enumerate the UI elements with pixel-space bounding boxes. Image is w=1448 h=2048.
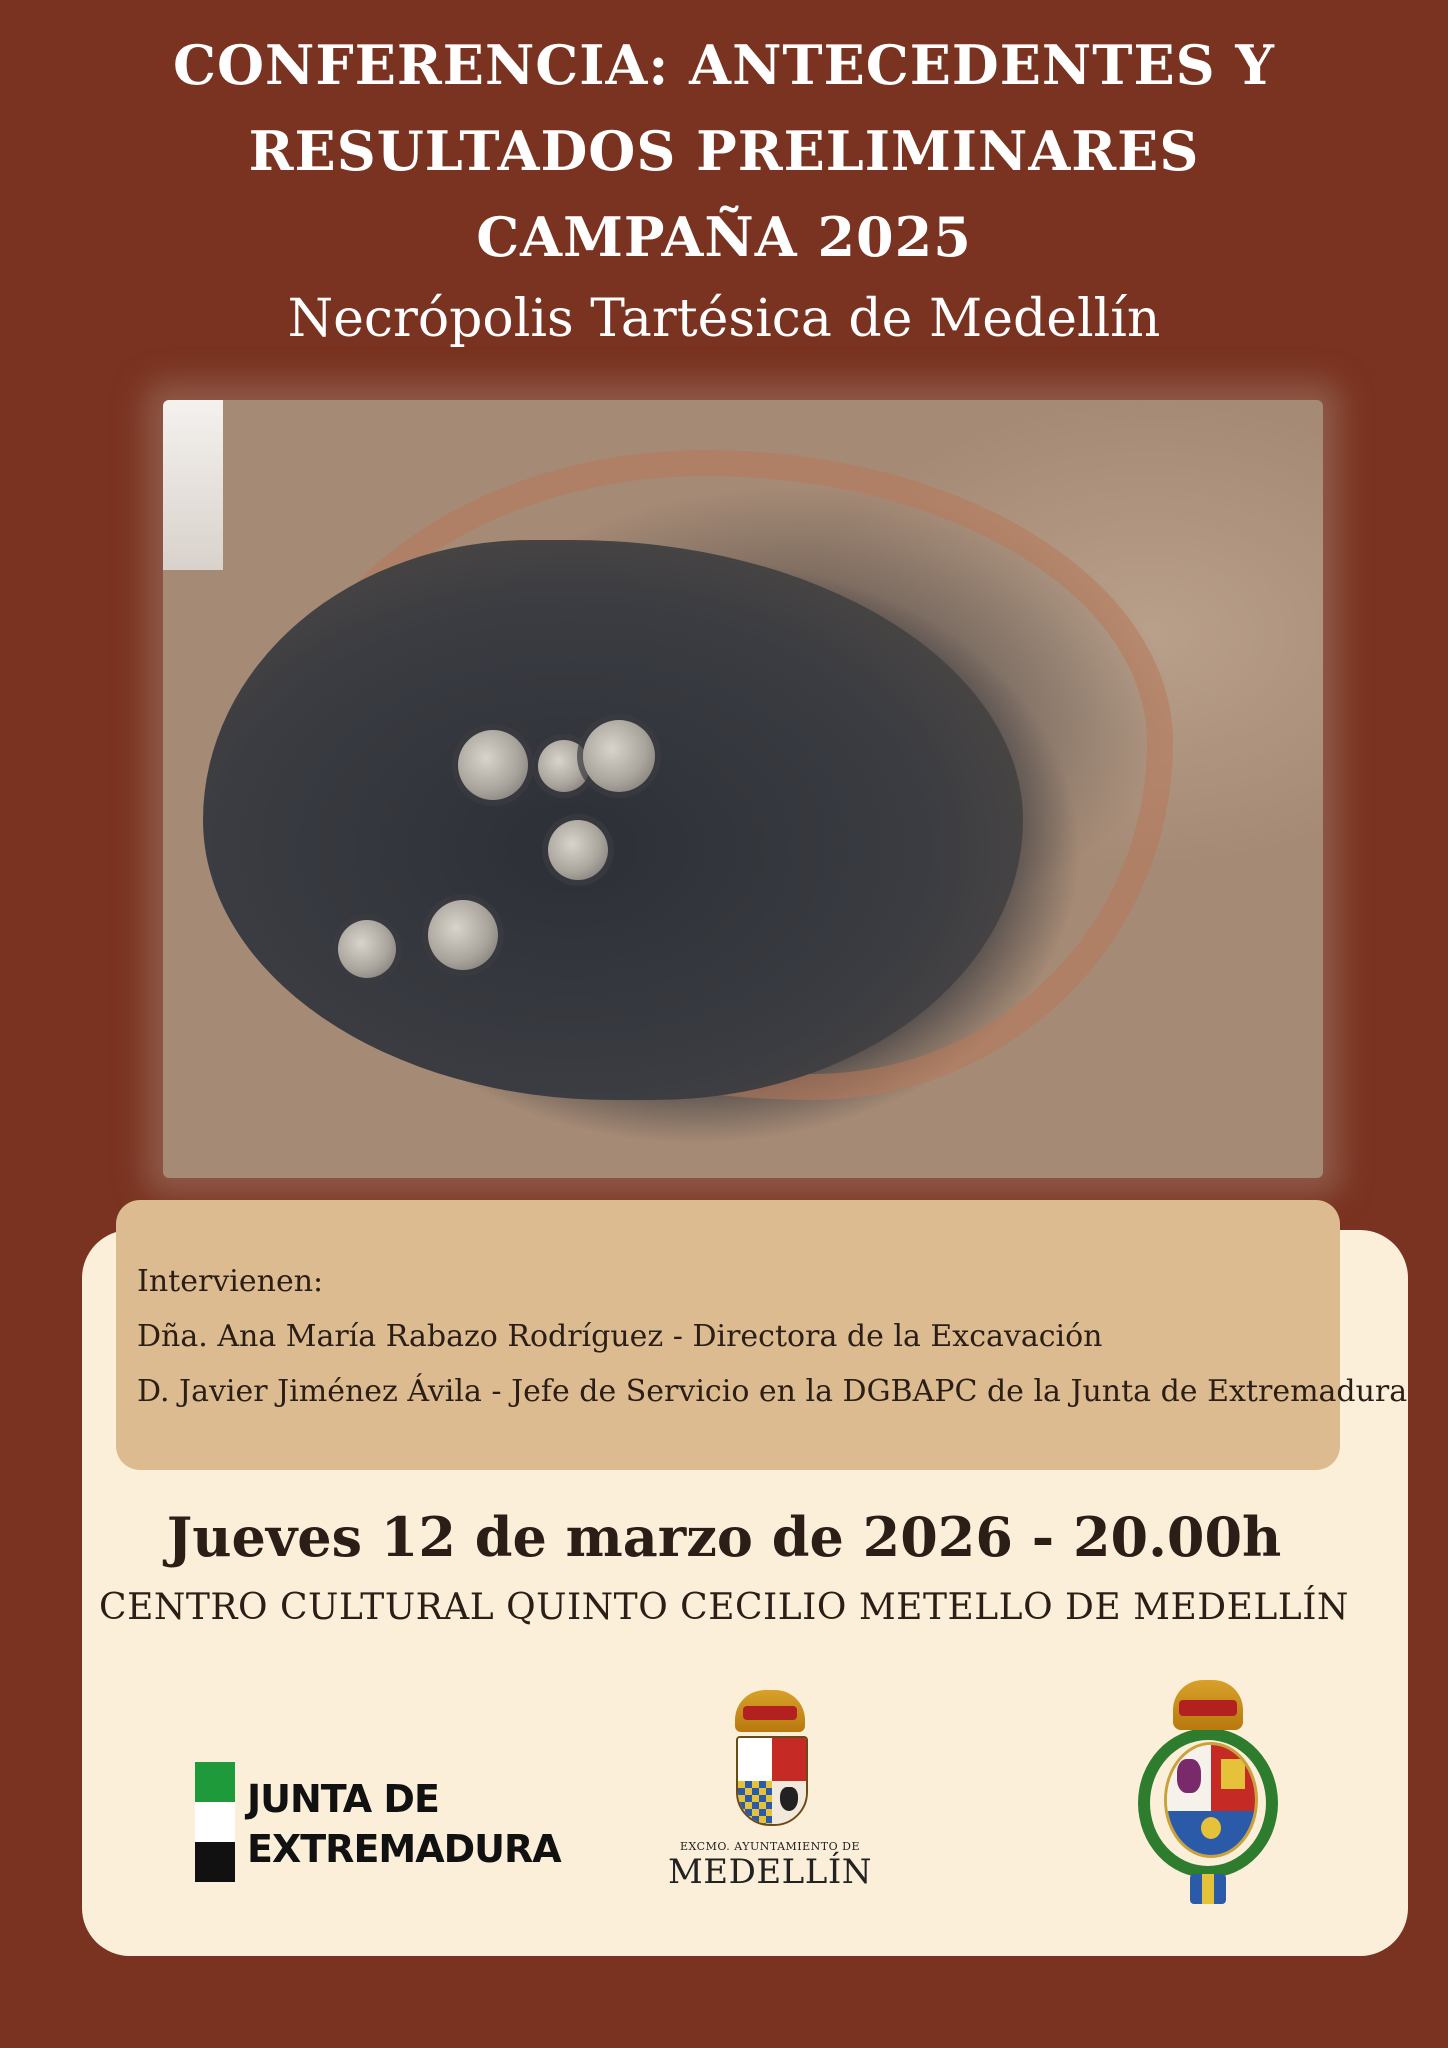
flag-stripe-white — [195, 1802, 235, 1842]
coat-of-arms-logo — [1128, 1680, 1288, 1910]
crown-icon — [1173, 1680, 1243, 1730]
crown-icon — [735, 1690, 805, 1732]
flag-stripe-black — [195, 1842, 235, 1882]
junta-logo-line-1: JUNTA DE — [247, 1777, 439, 1821]
title-line-1: CONFERENCIA: ANTECEDENTES Y — [173, 33, 1275, 97]
shield-icon — [1164, 1742, 1258, 1858]
speaker-item: D. Javier Jiménez Ávila - Jefe de Servicio en la DGBAPC de la Junta de Extremadura — [137, 1374, 1408, 1409]
ceramic-vessel — [583, 720, 655, 792]
speaker-item: Dña. Ana María Rabazo Rodríguez - Directora de la Excavación — [137, 1319, 1103, 1354]
title-line-2: RESULTADOS PRELIMINARES — [248, 119, 1200, 183]
flag-stripe-green — [195, 1762, 235, 1802]
ceramic-vessel — [338, 920, 396, 978]
subtitle: Necrópolis Tartésica de Medellín — [287, 289, 1161, 349]
ayuntamiento-medellin-logo — [660, 1690, 880, 1900]
junta-extremadura-logo — [195, 1762, 561, 1882]
ayuntamiento-caption-small: EXCMO. AYUNTAMIENTO DE — [679, 1840, 860, 1853]
photo-highlight — [163, 400, 223, 570]
event-date: Jueves 12 de marzo de 2026 - 20.00h — [166, 1505, 1282, 1569]
junta-logo-line-2: EXTREMADURA — [247, 1827, 561, 1871]
ceramic-vessel — [458, 730, 528, 800]
ceramic-vessel — [548, 820, 608, 880]
title-line-3: CAMPAÑA 2025 — [476, 205, 972, 269]
excavation-photo — [163, 400, 1323, 1178]
speakers-heading: Intervienen: — [137, 1264, 324, 1299]
ceramic-vessel — [428, 900, 498, 970]
shield-icon — [736, 1736, 808, 1826]
event-venue: CENTRO CULTURAL QUINTO CECILIO METELLO DE MEDELLÍN — [99, 1587, 1349, 1628]
ceramic-vessel — [538, 740, 590, 792]
ayuntamiento-caption-large: MEDELLÍN — [667, 1852, 873, 1892]
ribbon-icon — [1190, 1874, 1226, 1904]
